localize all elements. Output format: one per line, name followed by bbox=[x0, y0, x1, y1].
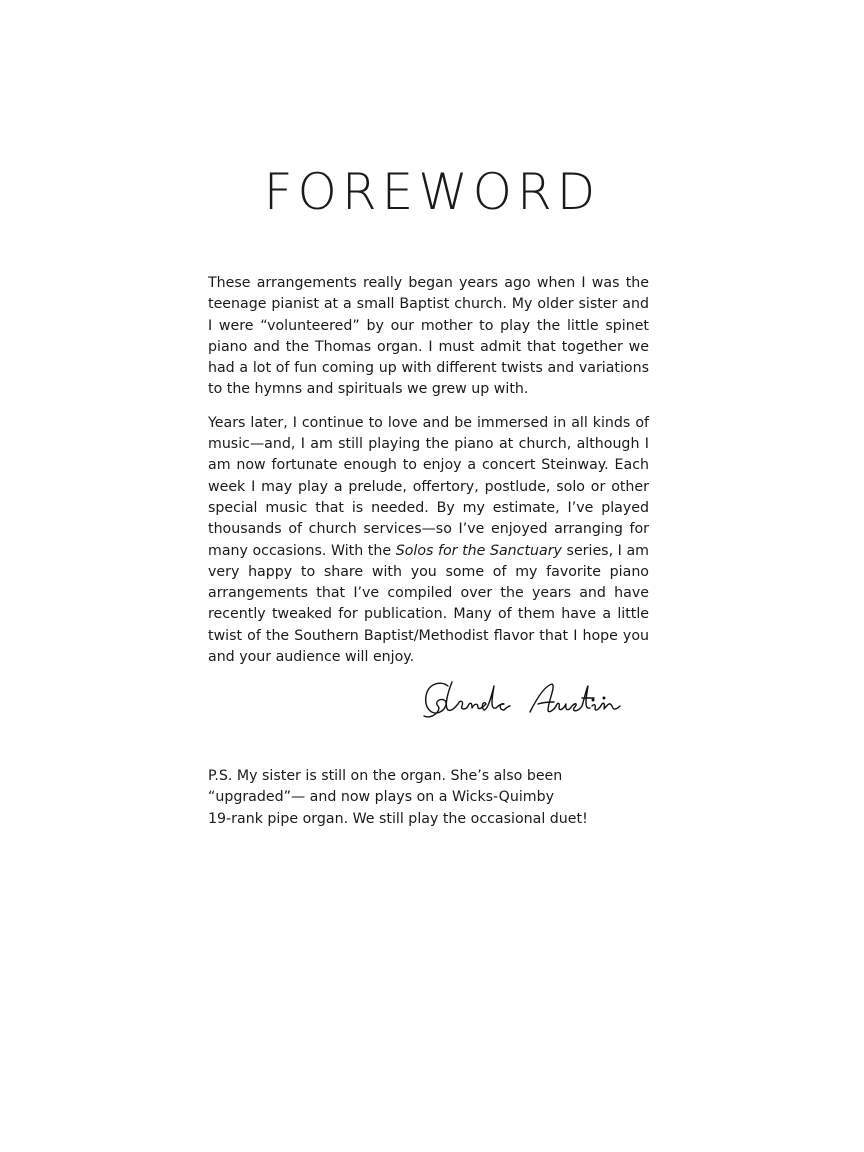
page-title: FOREWORD bbox=[263, 163, 601, 221]
postscript-line-3: 19-rank pipe organ. We still play the occasional duet! bbox=[208, 810, 588, 827]
postscript-line-2: “upgraded”— and now plays on a Wicks-Quimby bbox=[208, 789, 555, 806]
paragraph-2 bbox=[208, 413, 649, 669]
paragraph-2-part-2: series, I am very happy to share with you some of my favorite piano arrangements that I’ve compiled over the years and have recently tweaked for publication. Many of them have a little twist of the Southern Baptist/Methodist flavor that I hope you and your audience will enjoy. bbox=[208, 542, 649, 666]
postscript-line-1: P.S. My sister is still on the organ. She’s also been bbox=[208, 768, 563, 784]
paragraph-1: These arrangements really began years ago when I was the teenage pianist at a small Baptist church. My older sister and I were “volunteered” by our mother to play the little spinet piano and the Thomas organ. I must admit that together we had a lot of fun coming up with different twists and variations to the hymns and spirituals we grew up with. bbox=[208, 275, 649, 398]
handwritten-signature bbox=[418, 676, 650, 726]
series-title: Solos for the Sanctuary bbox=[395, 542, 562, 559]
paragraph-2-part-1: Years later, I continue to love and be immersed in all kinds of music—and, I am still playing the piano at church, although I am now fortunate enough to enjoy a concert Steinway. Each week I may play a prelude, offertory, postlude, solo or other special music that is needed. By my estimate, I’ve played thousands of church services—so I’ve enjoyed arranging for many occasions. With the bbox=[208, 414, 649, 559]
foreword-body bbox=[208, 273, 649, 680]
postscript bbox=[208, 766, 649, 830]
